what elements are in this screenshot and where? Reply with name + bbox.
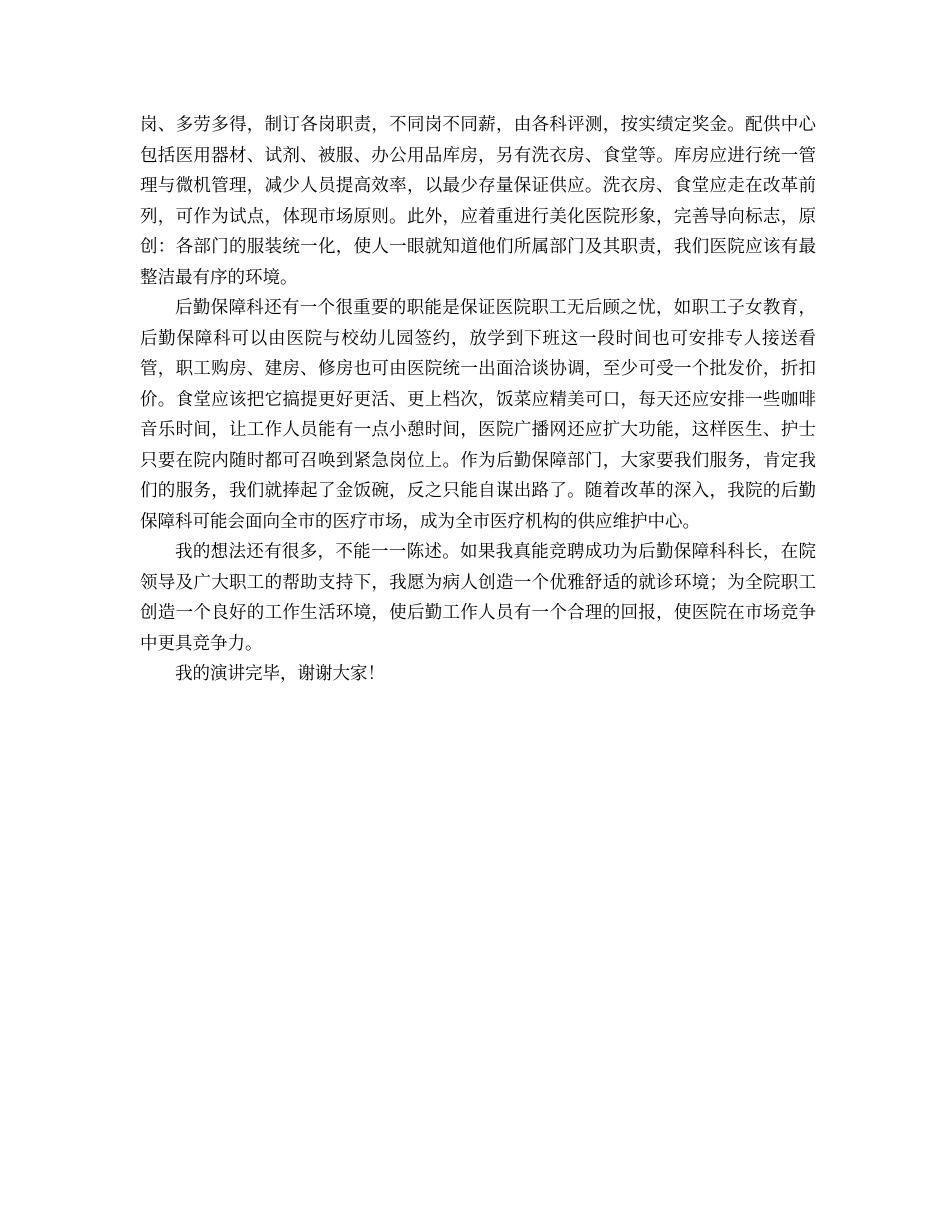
- paragraph-thanks: 我的演讲完毕，谢谢大家！: [175, 664, 385, 684]
- paragraph-closing-ideas: 我的想法还有很多，不能一一陈述。如果我真能竞聘成功为后勤保障科科长，在院领导及广大职工的帮助支持下，我愿为病人创造一个优雅舒适的就诊环境；为全院职工创造一个良好的工作生活环境，使后勤工作人员有一个合理的回报，使医院在市场竞争中更具竞争力。: [140, 542, 816, 654]
- document-body: [140, 110, 816, 690]
- paragraph-logistics-duties: 后勤保障科还有一个很重要的职能是保证医院职工无后顾之忧，如职工子女教育，后勤保障科可以由医院与校幼儿园签约，放学到下班这一段时间也可安排专人接送看管，职工购房、建房、修房也可由医院统一出面洽谈协调，至少可受一个批发价，折扣价。食堂应该把它搞提更好更活、更上档次，饭菜应精美可口，每天还应安排一些咖啡音乐时间，让工作人员能有一点小憩时间，医院广播网还应扩大功能，这样医生、护士只要在院内随时都可召唤到紧急岗位上。作为后勤保障部门，大家要我们服务，肯定我们的服务，我们就捧起了金饭碗，反之只能自谋出路了。随着改革的深入，我院的后勤保障科可能会面向全市的医疗市场，成为全市医疗机构的供应维护中心。: [140, 298, 816, 532]
- paragraph-continued: 岗、多劳多得，制订各岗职责，不同岗不同薪，由各科评测，按实绩定奖金。配供中心包括医用器材、试剂、被服、办公用品库房，另有洗衣房、食堂等。库房应进行统一管理与微机管理，减少人员提高效率，以最少存量保证供应。洗衣房、食堂应走在改革前列，可作为试点，体现市场原则。此外，应着重进行美化医院形象，完善导向标志，原创：各部门的服装统一化，使人一眼就知道他们所属部门及其职责，我们医院应该有最整洁最有序的环境。: [140, 115, 816, 288]
